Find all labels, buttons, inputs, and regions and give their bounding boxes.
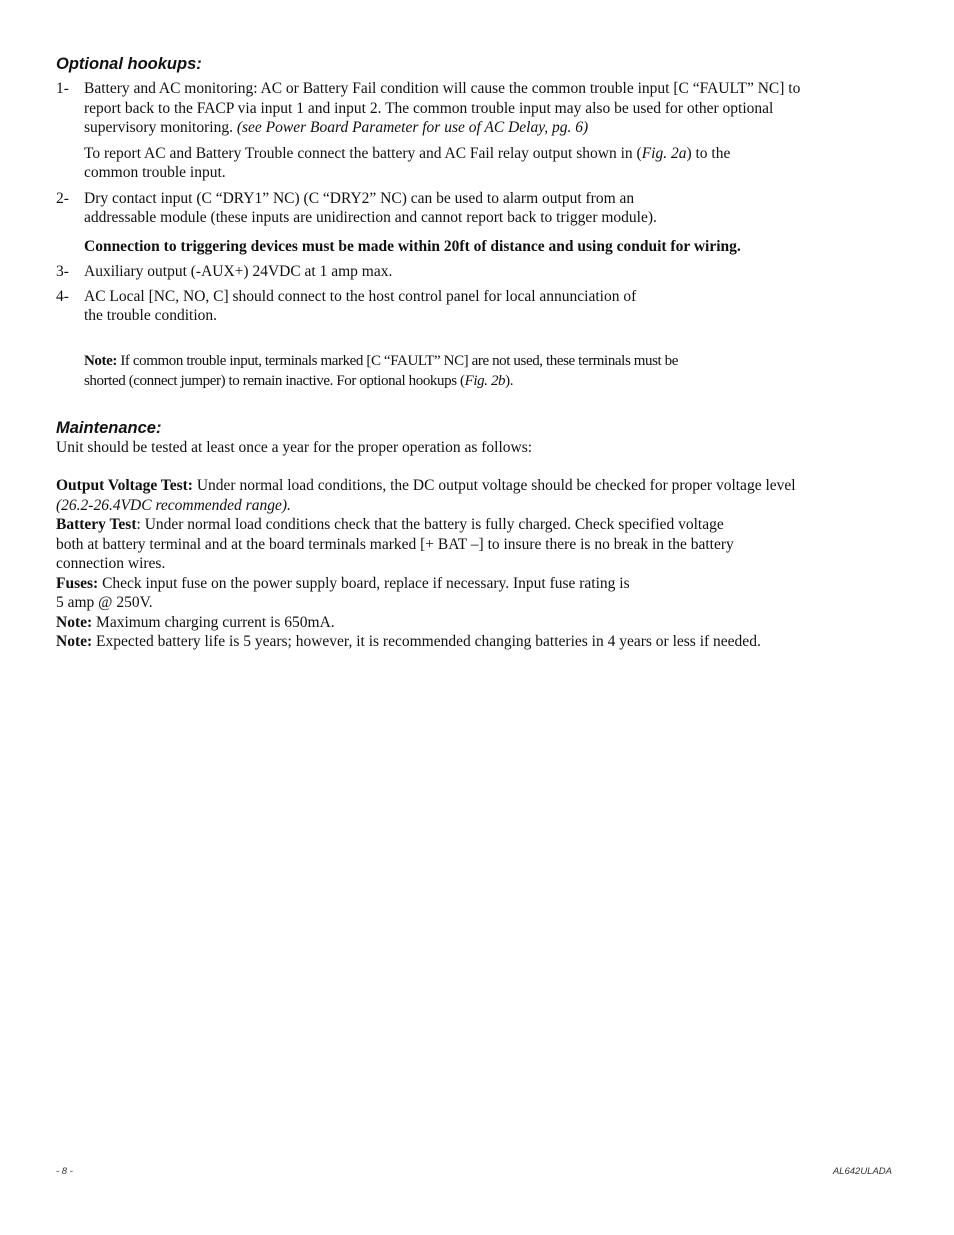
page-number: - 8 -: [56, 1166, 73, 1177]
note-label: Note:: [56, 613, 93, 631]
battery-test: Battery Test: Under normal load conditions check that the battery is fully charged. Check specified voltage both at battery terminal and at the board terminals marked [+ BAT –] to insure there is no break in the battery connection wires.: [56, 516, 734, 572]
trouble-input-note: Note: If common trouble input, terminals marked [C “FAULT” NC] are not used, these terminals must be shorted (connect jumper) to remain inactive. For optional hookups (Fig. 2b).: [84, 352, 679, 389]
maintenance-intro: Unit should be tested at least once a year for the proper operation as follows:: [56, 438, 533, 456]
maintenance-heading: Maintenance:: [56, 418, 162, 437]
test-label: Output Voltage Test:: [56, 477, 193, 494]
model-number: AL642ULADA: [832, 1166, 892, 1177]
item-text: supervisory monitoring. (see Power Board Parameter for use of AC Delay, pg. 6): [84, 119, 589, 136]
figure-reference: Fig. 2a: [641, 144, 687, 162]
list-item-4: [56, 287, 898, 326]
list-item-2: [56, 189, 898, 228]
battery-life-note: Note: Expected battery life is 5 years; however, it is recommended changing batteries in 4 years or less if needed.: [56, 633, 761, 650]
list-number: 3-: [56, 263, 69, 280]
fuses-check: Fuses: Check input fuse on the power supply board, replace if necessary. Input fuse rating is 5 amp @ 250V.: [56, 574, 630, 611]
reference-note: (see Power Board Parameter for use of AC Delay, pg. 6): [236, 119, 589, 136]
list-number: 2-: [56, 189, 69, 207]
item-text: Battery and AC monitoring: AC or Battery Fail condition will cause the common trouble input [C “FAULT” NC] to: [84, 80, 801, 97]
note-label: Note:: [56, 633, 93, 650]
note-label: Note:: [84, 352, 117, 369]
item-text: To report AC and Battery Trouble connect the battery and AC Fail relay output shown in (Fig. 2a) to the: [84, 144, 731, 162]
item-text: Dry contact input (C “DRY1” NC) (C “DRY2” NC) can be used to alarm output from an: [84, 189, 635, 207]
list-item-3: [56, 262, 898, 282]
charging-current-note: Note: Maximum charging current is 650mA.: [56, 613, 335, 631]
list-item-1-sub: [56, 144, 898, 183]
item-text: report back to the FACP via input 1 and input 2. The common trouble input may also be used for other optional: [84, 99, 774, 117]
item-text: addressable module (these inputs are unidirection and cannot report back to trigger module).: [84, 209, 657, 226]
item-text: common trouble input.: [84, 164, 226, 181]
page-content: [56, 54, 898, 652]
item-text: Auxiliary output (-AUX+) 24VDC at 1 amp max.: [84, 263, 393, 280]
wiring-warning: Connection to triggering devices must be made within 20ft of distance and using conduit for wiring.: [84, 237, 741, 255]
output-voltage-test: Output Voltage Test: Under normal load conditions, the DC output voltage should be checked for proper voltage level (26.2-26.4VDC recommended range).: [56, 477, 796, 514]
item-text: the trouble condition.: [84, 307, 218, 324]
item-text: AC Local [NC, NO, C] should connect to the host control panel for local annunciation of: [84, 287, 637, 305]
optional-hookups-heading: Optional hookups:: [56, 55, 202, 73]
list-item-1: [56, 79, 898, 138]
list-number: 1-: [56, 80, 69, 97]
test-label: Battery Test: [56, 516, 137, 533]
voltage-range: (26.2-26.4VDC recommended range).: [56, 496, 291, 514]
test-label: Fuses:: [56, 574, 99, 592]
figure-reference: Fig. 2b: [464, 372, 506, 389]
list-number: 4-: [56, 287, 69, 305]
